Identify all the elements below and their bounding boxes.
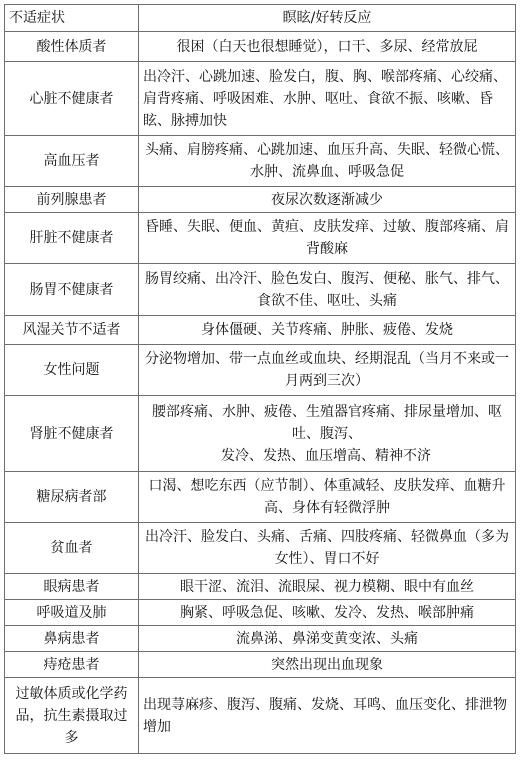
row-reaction: 出冷汗、心跳加速、脸发白，腹、胸、喉部疼痛、心绞痛、肩背疼痛、呼吸困难、水肿、呕吐、食欲不振、咳嗽、昏眩、脉搏加快 <box>139 62 516 136</box>
row-condition: 眼病患者 <box>5 574 139 600</box>
table-row <box>5 136 516 187</box>
row-condition: 呼吸道及肺 <box>5 600 139 626</box>
row-reaction: 胸紧、呼吸急促、咳嗽、发冷、发热、喉部肿痛 <box>139 600 516 626</box>
symptom-reaction-table-container <box>4 4 516 754</box>
table-row <box>5 345 516 396</box>
row-reaction: 出冷汗、脸发白、头痛、舌痛、四肢疼痛、轻微鼻血（多为女性）、胃口不好 <box>139 523 516 574</box>
table-row <box>5 187 516 213</box>
table-row <box>5 472 516 523</box>
table-row <box>5 678 516 754</box>
row-condition: 鼻病患者 <box>5 626 139 652</box>
row-condition: 肾脏不健康者 <box>5 396 139 472</box>
row-reaction: 昏睡、失眠、便血、黄疸、皮肤发痒、过敏、腹部疼痛、肩背酸麻 <box>139 213 516 264</box>
table-header-row <box>5 5 516 32</box>
table-row <box>5 600 516 626</box>
row-condition: 过敏体质或化学药品，抗生素摄取过多 <box>5 678 139 754</box>
row-reaction: 肠胃绞痛、出冷汗、脸色发白、腹泻、便秘、胀气、排气、食欲不佳、呕吐、头痛 <box>139 264 516 316</box>
row-reaction: 很困（白天也很想睡觉），口干、多尿、经常放屁 <box>139 32 516 62</box>
table-row <box>5 62 516 136</box>
table-row <box>5 626 516 652</box>
symptom-reaction-table <box>4 4 516 754</box>
row-reaction: 突然出现出血现象 <box>139 652 516 678</box>
row-reaction-cell <box>139 396 516 472</box>
row-reaction: 夜尿次数逐渐减少 <box>139 187 516 213</box>
row-condition: 风湿关节不适者 <box>5 316 139 345</box>
row-condition: 糖尿病者部 <box>5 472 139 523</box>
row-condition: 前列腺患者 <box>5 187 139 213</box>
table-row <box>5 396 516 472</box>
header-reaction: 瞑眩/好转反应 <box>139 5 516 32</box>
row-reaction: 头痛、肩膀疼痛、心跳加速、血压升高、失眠、轻微心慌、水肿、流鼻血、呼吸急促 <box>139 136 516 187</box>
row-condition: 贫血者 <box>5 523 139 574</box>
row-reaction: 分泌物增加、带一点血丝或血块、经期混乱（当月不来或一月两到三次） <box>139 345 516 396</box>
table-row <box>5 523 516 574</box>
row-condition: 心脏不健康者 <box>5 62 139 136</box>
table-row <box>5 32 516 62</box>
row-condition: 高血压者 <box>5 136 139 187</box>
table-row <box>5 652 516 678</box>
row-reaction: 出现荨麻疹、腹泻、腹痛、发烧、耳鸣、血压变化、排泄物增加 <box>139 678 516 754</box>
table-row <box>5 264 516 316</box>
table-row <box>5 574 516 600</box>
row-condition: 女性问题 <box>5 345 139 396</box>
table-row <box>5 316 516 345</box>
row-reaction: 眼干涩、流泪、流眼屎、视力模糊、眼中有血丝 <box>139 574 516 600</box>
row-condition: 酸性体质者 <box>5 32 139 62</box>
row-condition: 肝脏不健康者 <box>5 213 139 264</box>
row-reaction: 口渴、想吃东西（应节制）、体重减轻、皮肤发痒、血糖升高、身体有轻微浮肿 <box>139 472 516 523</box>
header-condition: 不适症状 <box>5 5 139 32</box>
row-reaction: 身体僵硬、关节疼痛、肿胀、疲倦、发烧 <box>139 316 516 345</box>
row-condition: 肠胃不健康者 <box>5 264 139 316</box>
table-row <box>5 213 516 264</box>
row-reaction: 流鼻涕、鼻涕变黄变浓、头痛 <box>139 626 516 652</box>
row-condition: 痔疮患者 <box>5 652 139 678</box>
row-reaction: 腰部疼痛、水肿、疲倦、生殖器官疼痛、排尿量增加、呕吐、腹泻、 <box>152 403 502 442</box>
row-reaction-continued: 发冷、发热、血压增高、精神不济 <box>221 447 431 464</box>
